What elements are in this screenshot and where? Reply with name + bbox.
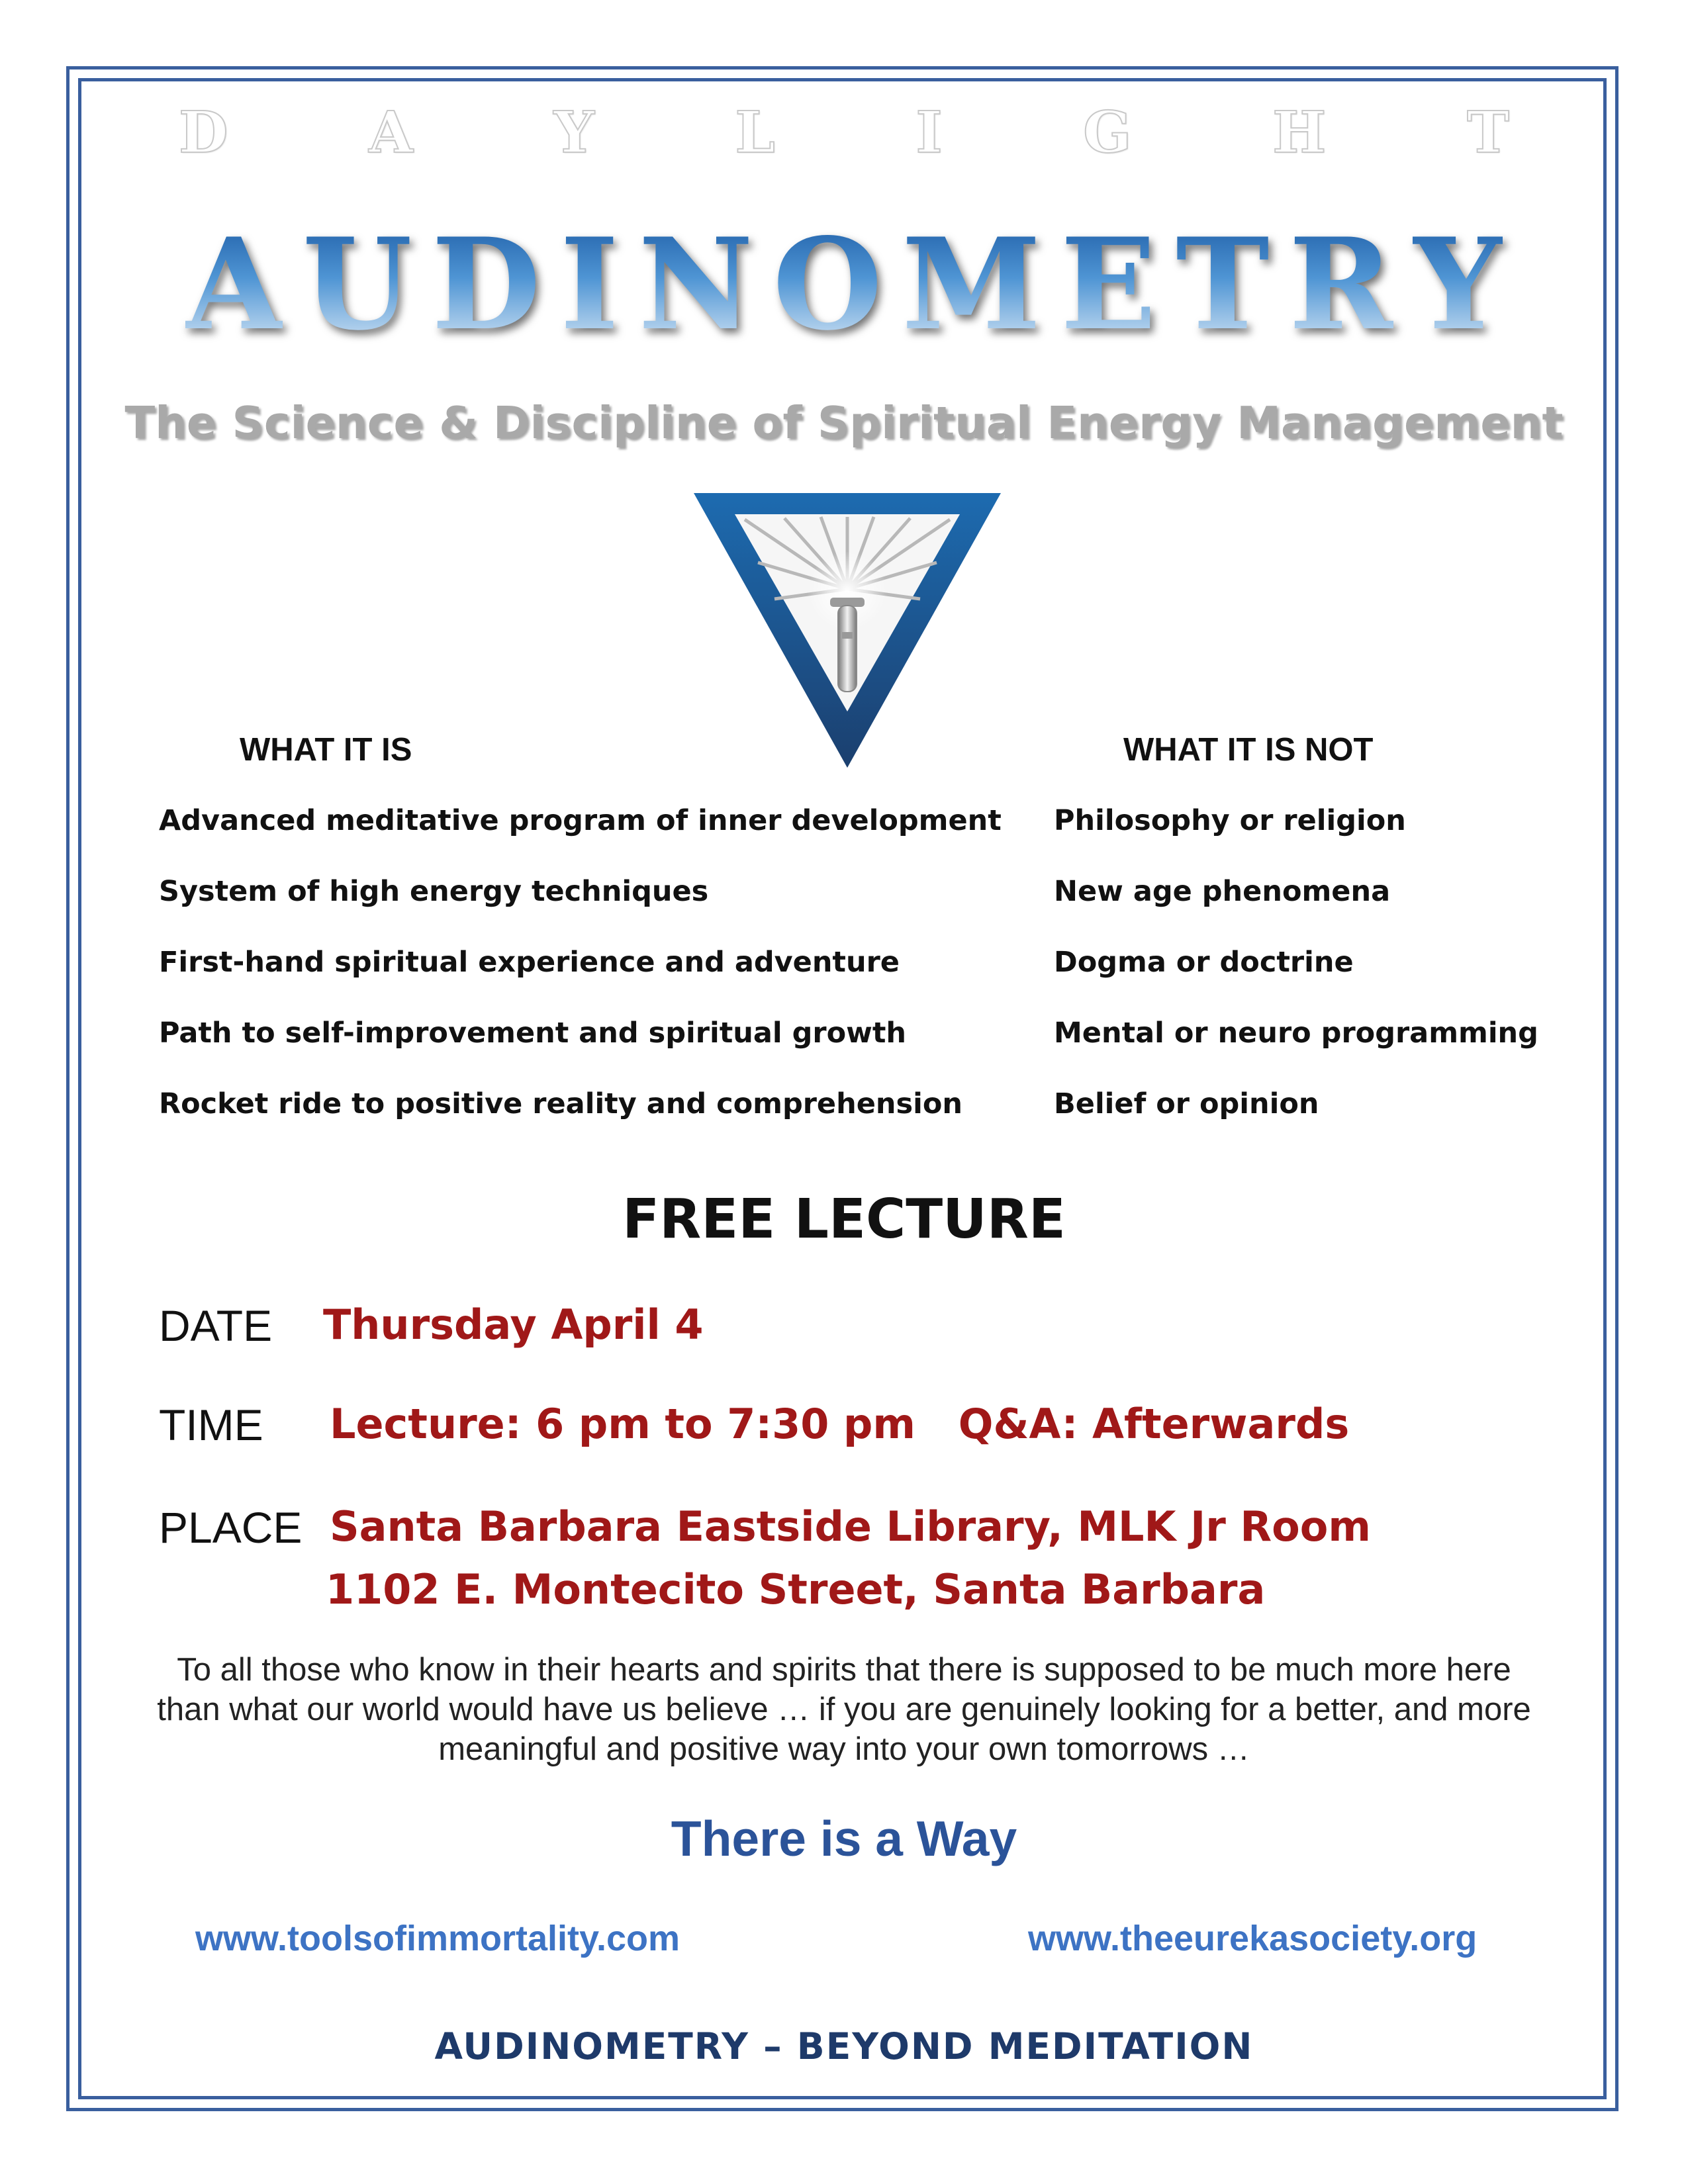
inverted-triangle-radiant-light-icon xyxy=(688,493,1006,771)
list-item: Mental or neuro programming xyxy=(1054,1017,1538,1050)
date-value: Thursday April 4 xyxy=(323,1300,704,1349)
place-line-1: Santa Barbara Eastside Library, MLK Jr Room xyxy=(330,1502,1371,1551)
list-item: Rocket ride to positive reality and comprehension xyxy=(159,1087,962,1120)
list-item: Dogma or doctrine xyxy=(1054,946,1354,979)
free-lecture-heading: FREE LECTURE xyxy=(622,1188,1066,1251)
list-item: Advanced meditative program of inner development xyxy=(159,804,1002,837)
daylight-letter: L xyxy=(735,99,775,166)
daylight-letter: H xyxy=(1272,99,1327,166)
daylight-heading xyxy=(179,99,1509,166)
daylight-letter: D xyxy=(179,99,228,166)
list-item: First-hand spiritual experience and adventure xyxy=(159,946,900,979)
date-label: DATE xyxy=(159,1301,273,1350)
main-title xyxy=(185,210,1503,358)
subtitle: The Science & Discipline of Spiritual Energy Management xyxy=(124,397,1564,449)
list-item: Belief or opinion xyxy=(1054,1087,1319,1120)
what-it-is-heading: WHAT IT IS xyxy=(240,732,412,768)
daylight-letter: Y xyxy=(553,99,594,166)
daylight-letter: G xyxy=(1083,99,1132,166)
message-paragraph: To all those who know in their hearts and spirits that there is supposed to be much more here than what our world would have us believe … if you are genuinely looking for a better, and more meaningful and positive way into your own tomorrows … xyxy=(157,1652,1531,1767)
tagline: There is a Way xyxy=(671,1811,1017,1866)
footer-slogan: AUDINOMETRY – BEYOND MEDITATION xyxy=(434,2025,1254,2068)
what-it-is-not-heading: WHAT IT IS NOT xyxy=(1123,732,1374,768)
place-line-2: 1102 E. Montecito Street, Santa Barbara xyxy=(326,1565,1266,1614)
title-letter: A xyxy=(185,210,283,358)
daylight-letter: T xyxy=(1466,99,1509,166)
title-letter: N xyxy=(638,210,754,358)
link-tools-of-immortality[interactable]: www.toolsofimmortality.com xyxy=(195,1919,680,1958)
title-letter: T xyxy=(1176,210,1270,358)
title-letter: M xyxy=(902,210,1041,358)
title-letter: Y xyxy=(1413,210,1503,358)
list-item: New age phenomena xyxy=(1054,875,1391,908)
what-it-is-list xyxy=(159,804,1002,1158)
title-letter: D xyxy=(431,210,541,358)
daylight-letter: I xyxy=(915,99,943,166)
title-letter: I xyxy=(560,210,619,358)
place-label: PLACE xyxy=(159,1503,303,1552)
title-letter: R xyxy=(1289,210,1393,358)
daylight-letter: A xyxy=(369,99,413,166)
time-label: TIME xyxy=(159,1400,263,1449)
title-letter: O xyxy=(773,210,882,358)
what-it-is-not-list xyxy=(1054,804,1538,1158)
title-letter: E xyxy=(1060,210,1156,358)
list-item: System of high energy techniques xyxy=(159,875,709,908)
title-letter: U xyxy=(302,210,412,358)
time-value: Lecture: 6 pm to 7:30 pm Q&A: Afterwards xyxy=(330,1400,1350,1448)
list-item: Philosophy or religion xyxy=(1054,804,1406,837)
link-eureka-society[interactable]: www.theeurekasociety.org xyxy=(1028,1919,1477,1958)
list-item: Path to self-improvement and spiritual growth xyxy=(159,1017,907,1050)
